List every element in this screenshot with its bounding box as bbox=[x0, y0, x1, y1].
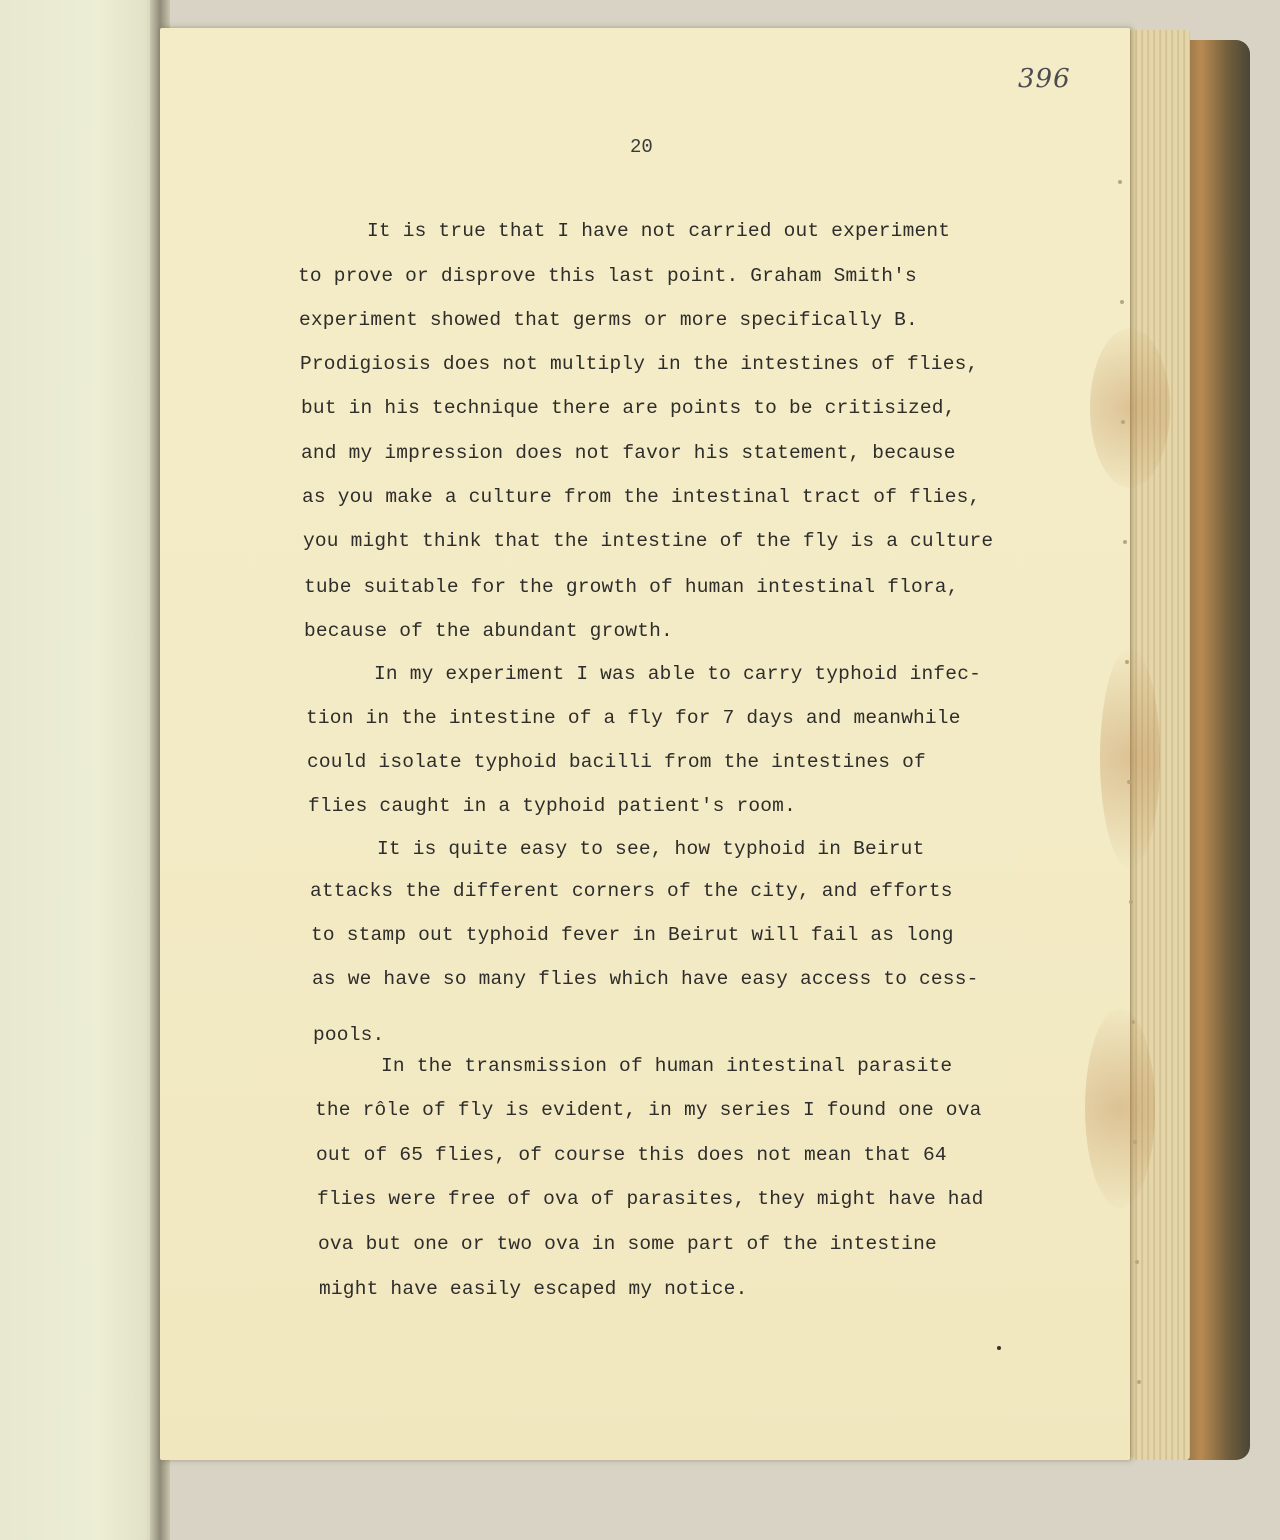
text-line: In the transmission of human intestinal parasite bbox=[381, 1055, 953, 1077]
text-line: tion in the intestine of a fly for 7 days and meanwhile bbox=[306, 707, 961, 729]
text-line: you might think that the intestine of the fly is a culture bbox=[303, 530, 994, 552]
book-cover-edge bbox=[1180, 40, 1250, 1460]
text-line: Prodigiosis does not multiply in the intestines of flies, bbox=[300, 353, 979, 375]
handwritten-page-number: 396 bbox=[1018, 64, 1071, 94]
text-line: as we have so many flies which have easy access to cess- bbox=[312, 968, 979, 990]
text-line: could isolate typhoid bacilli from the intestines of bbox=[307, 751, 926, 773]
text-line: tube suitable for the growth of human intestinal flora, bbox=[304, 576, 959, 598]
text-line: because of the abundant growth. bbox=[304, 620, 673, 642]
text-line: out of 65 flies, of course this does not mean that 64 bbox=[316, 1144, 947, 1166]
text-line: In my experiment I was able to carry typhoid infec- bbox=[374, 663, 981, 685]
text-line: and my impression does not favor his statement, because bbox=[301, 442, 956, 464]
text-line: to prove or disprove this last point. Graham Smith's bbox=[298, 265, 917, 287]
text-line: the rôle of fly is evident, in my series I found one ova bbox=[315, 1099, 982, 1121]
facing-left-page bbox=[0, 0, 165, 1540]
page-number: 20 bbox=[630, 136, 653, 158]
text-line: might have easily escaped my notice. bbox=[319, 1278, 748, 1300]
text-line: but in his technique there are points to be critisized, bbox=[301, 397, 956, 419]
text-line: ova but one or two ova in some part of the intestine bbox=[318, 1233, 937, 1255]
text-line: to stamp out typhoid fever in Beirut will fail as long bbox=[311, 924, 954, 946]
text-line: as you make a culture from the intestinal tract of flies, bbox=[302, 486, 981, 508]
text-line: It is quite easy to see, how typhoid in Beirut bbox=[377, 838, 925, 860]
text-line: It is true that I have not carried out experiment bbox=[367, 220, 951, 242]
text-line: flies were free of ova of parasites, they might have had bbox=[317, 1188, 984, 1210]
ink-dot bbox=[997, 1346, 1001, 1350]
text-line: attacks the different corners of the city, and efforts bbox=[310, 880, 953, 902]
text-line: flies caught in a typhoid patient's room. bbox=[308, 795, 796, 817]
text-line: pools. bbox=[313, 1024, 385, 1046]
text-line: experiment showed that germs or more specifically B. bbox=[299, 309, 918, 331]
